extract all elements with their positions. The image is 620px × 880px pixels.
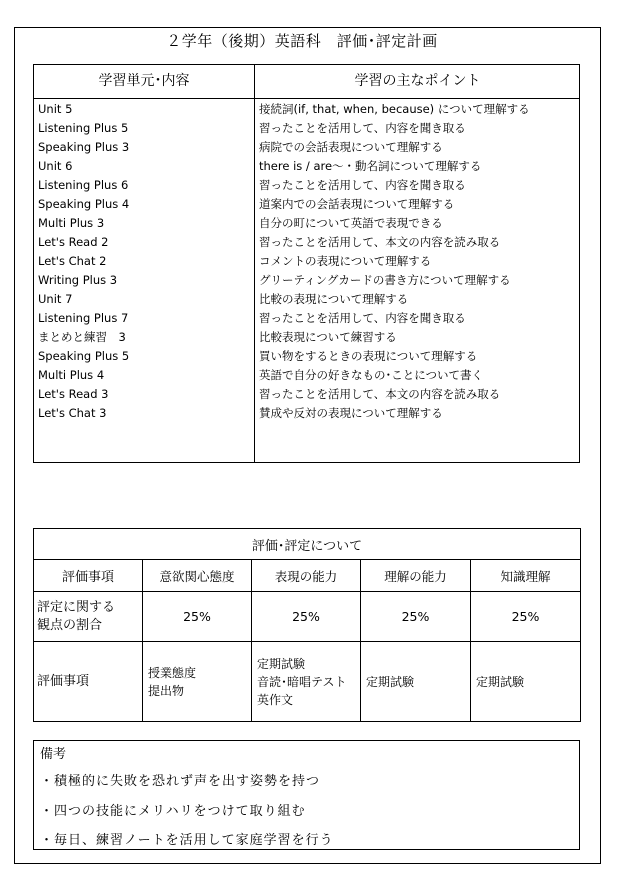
column-divider [254, 65, 255, 462]
note-item: ・四つの技能にメリハリをつけて取り組む [40, 804, 306, 819]
note-item: ・毎日、練習ノートを活用して家庭学習を行う [40, 833, 334, 848]
point-item: 習ったことを活用して、内容を聞き取る [259, 178, 466, 192]
ratio-value: 25% [252, 592, 361, 642]
unit-item: Listening Plus 6 [38, 178, 129, 192]
ratio-value: 25% [471, 592, 581, 642]
ratio-label-line1: 評定に関する [37, 599, 116, 615]
point-item: グリーティングカードの書き方について理解する [259, 273, 511, 287]
evaluation-table [33, 528, 581, 722]
header-unit-content: 学習単元･内容 [98, 73, 190, 89]
point-item: 接続詞(if, that, when, because) について理解する [259, 102, 530, 116]
viewpoint-comprehension: 理解の能力 [361, 560, 471, 592]
unit-item: Let's Chat 2 [38, 254, 107, 268]
ratio-label [34, 592, 143, 642]
eval-item-label: 評価事項 [34, 560, 143, 592]
method-line: 英作文 [257, 692, 294, 707]
ratio-label-line2: 観点の割合 [37, 617, 103, 633]
viewpoint-expression: 表現の能力 [252, 560, 361, 592]
method-attitude [143, 642, 252, 722]
unit-item: Unit 7 [38, 292, 73, 306]
header-main-points: 学習の主なポイント [354, 73, 481, 89]
method-line: 音読･暗唱テスト [257, 674, 347, 689]
unit-item: Unit 6 [38, 159, 73, 173]
point-item: 習ったことを活用して、本文の内容を読み取る [259, 235, 501, 249]
unit-item: Let's Chat 3 [38, 406, 107, 420]
point-item: 病院での会話表現について理解する [259, 140, 443, 154]
notes-box [33, 740, 580, 850]
point-item: 比較表現について練習する [259, 330, 397, 344]
unit-item: まとめと練習 3 [38, 330, 126, 344]
point-item: 英語で自分の好きなもの･ことについて書く [259, 368, 484, 382]
method-comprehension: 定期試験 [361, 642, 471, 722]
eval-item-label: 評価事項 [34, 642, 143, 722]
method-line: 提出物 [148, 683, 185, 698]
point-item: 習ったことを活用して、内容を聞き取る [259, 311, 466, 325]
unit-item: Writing Plus 3 [38, 273, 118, 287]
note-item: ・積極的に失敗を恐れず声を出す姿勢を持つ [40, 774, 321, 789]
point-item: 道案内での会話表現について理解する [259, 197, 455, 211]
page-title: ２学年（後期）英語科 評価･評定計画 [166, 32, 438, 50]
method-line: 定期試験 [257, 656, 306, 671]
unit-item: Speaking Plus 5 [38, 349, 130, 363]
ratio-value: 25% [361, 592, 471, 642]
unit-item: Multi Plus 4 [38, 368, 105, 382]
unit-item: Unit 5 [38, 102, 73, 116]
learning-plan-table [33, 64, 580, 463]
viewpoint-attitude: 意欲関心態度 [143, 560, 252, 592]
unit-item: Speaking Plus 4 [38, 197, 130, 211]
method-expression [252, 642, 361, 722]
unit-item: Speaking Plus 3 [38, 140, 130, 154]
unit-item: Listening Plus 7 [38, 311, 129, 325]
point-item: 自分の町について英語で表現できる [259, 216, 443, 230]
unit-item: Multi Plus 3 [38, 216, 105, 230]
point-item: 買い物をするときの表現について理解する [259, 349, 478, 363]
plan-header-row [34, 65, 579, 99]
point-item: 習ったことを活用して、内容を聞き取る [259, 121, 466, 135]
point-item: there is / are～・動名詞について理解する [259, 159, 482, 173]
unit-item: Let's Read 3 [38, 387, 109, 401]
point-item: 比較の表現について理解する [259, 292, 409, 306]
method-knowledge: 定期試験 [471, 642, 581, 722]
evaluation-caption: 評価･評定について [34, 529, 581, 560]
unit-item: Let's Read 2 [38, 235, 109, 249]
point-list [259, 100, 579, 423]
notes-title: 備考 [40, 747, 67, 762]
unit-list [38, 100, 250, 423]
point-item: コメントの表現について理解する [259, 254, 432, 268]
method-line: 授業態度 [148, 665, 197, 680]
point-item: 賛成や反対の表現について理解する [259, 406, 443, 420]
viewpoint-knowledge: 知識理解 [471, 560, 581, 592]
point-item: 習ったことを活用して、本文の内容を読み取る [259, 387, 501, 401]
unit-item: Listening Plus 5 [38, 121, 129, 135]
ratio-value: 25% [143, 592, 252, 642]
